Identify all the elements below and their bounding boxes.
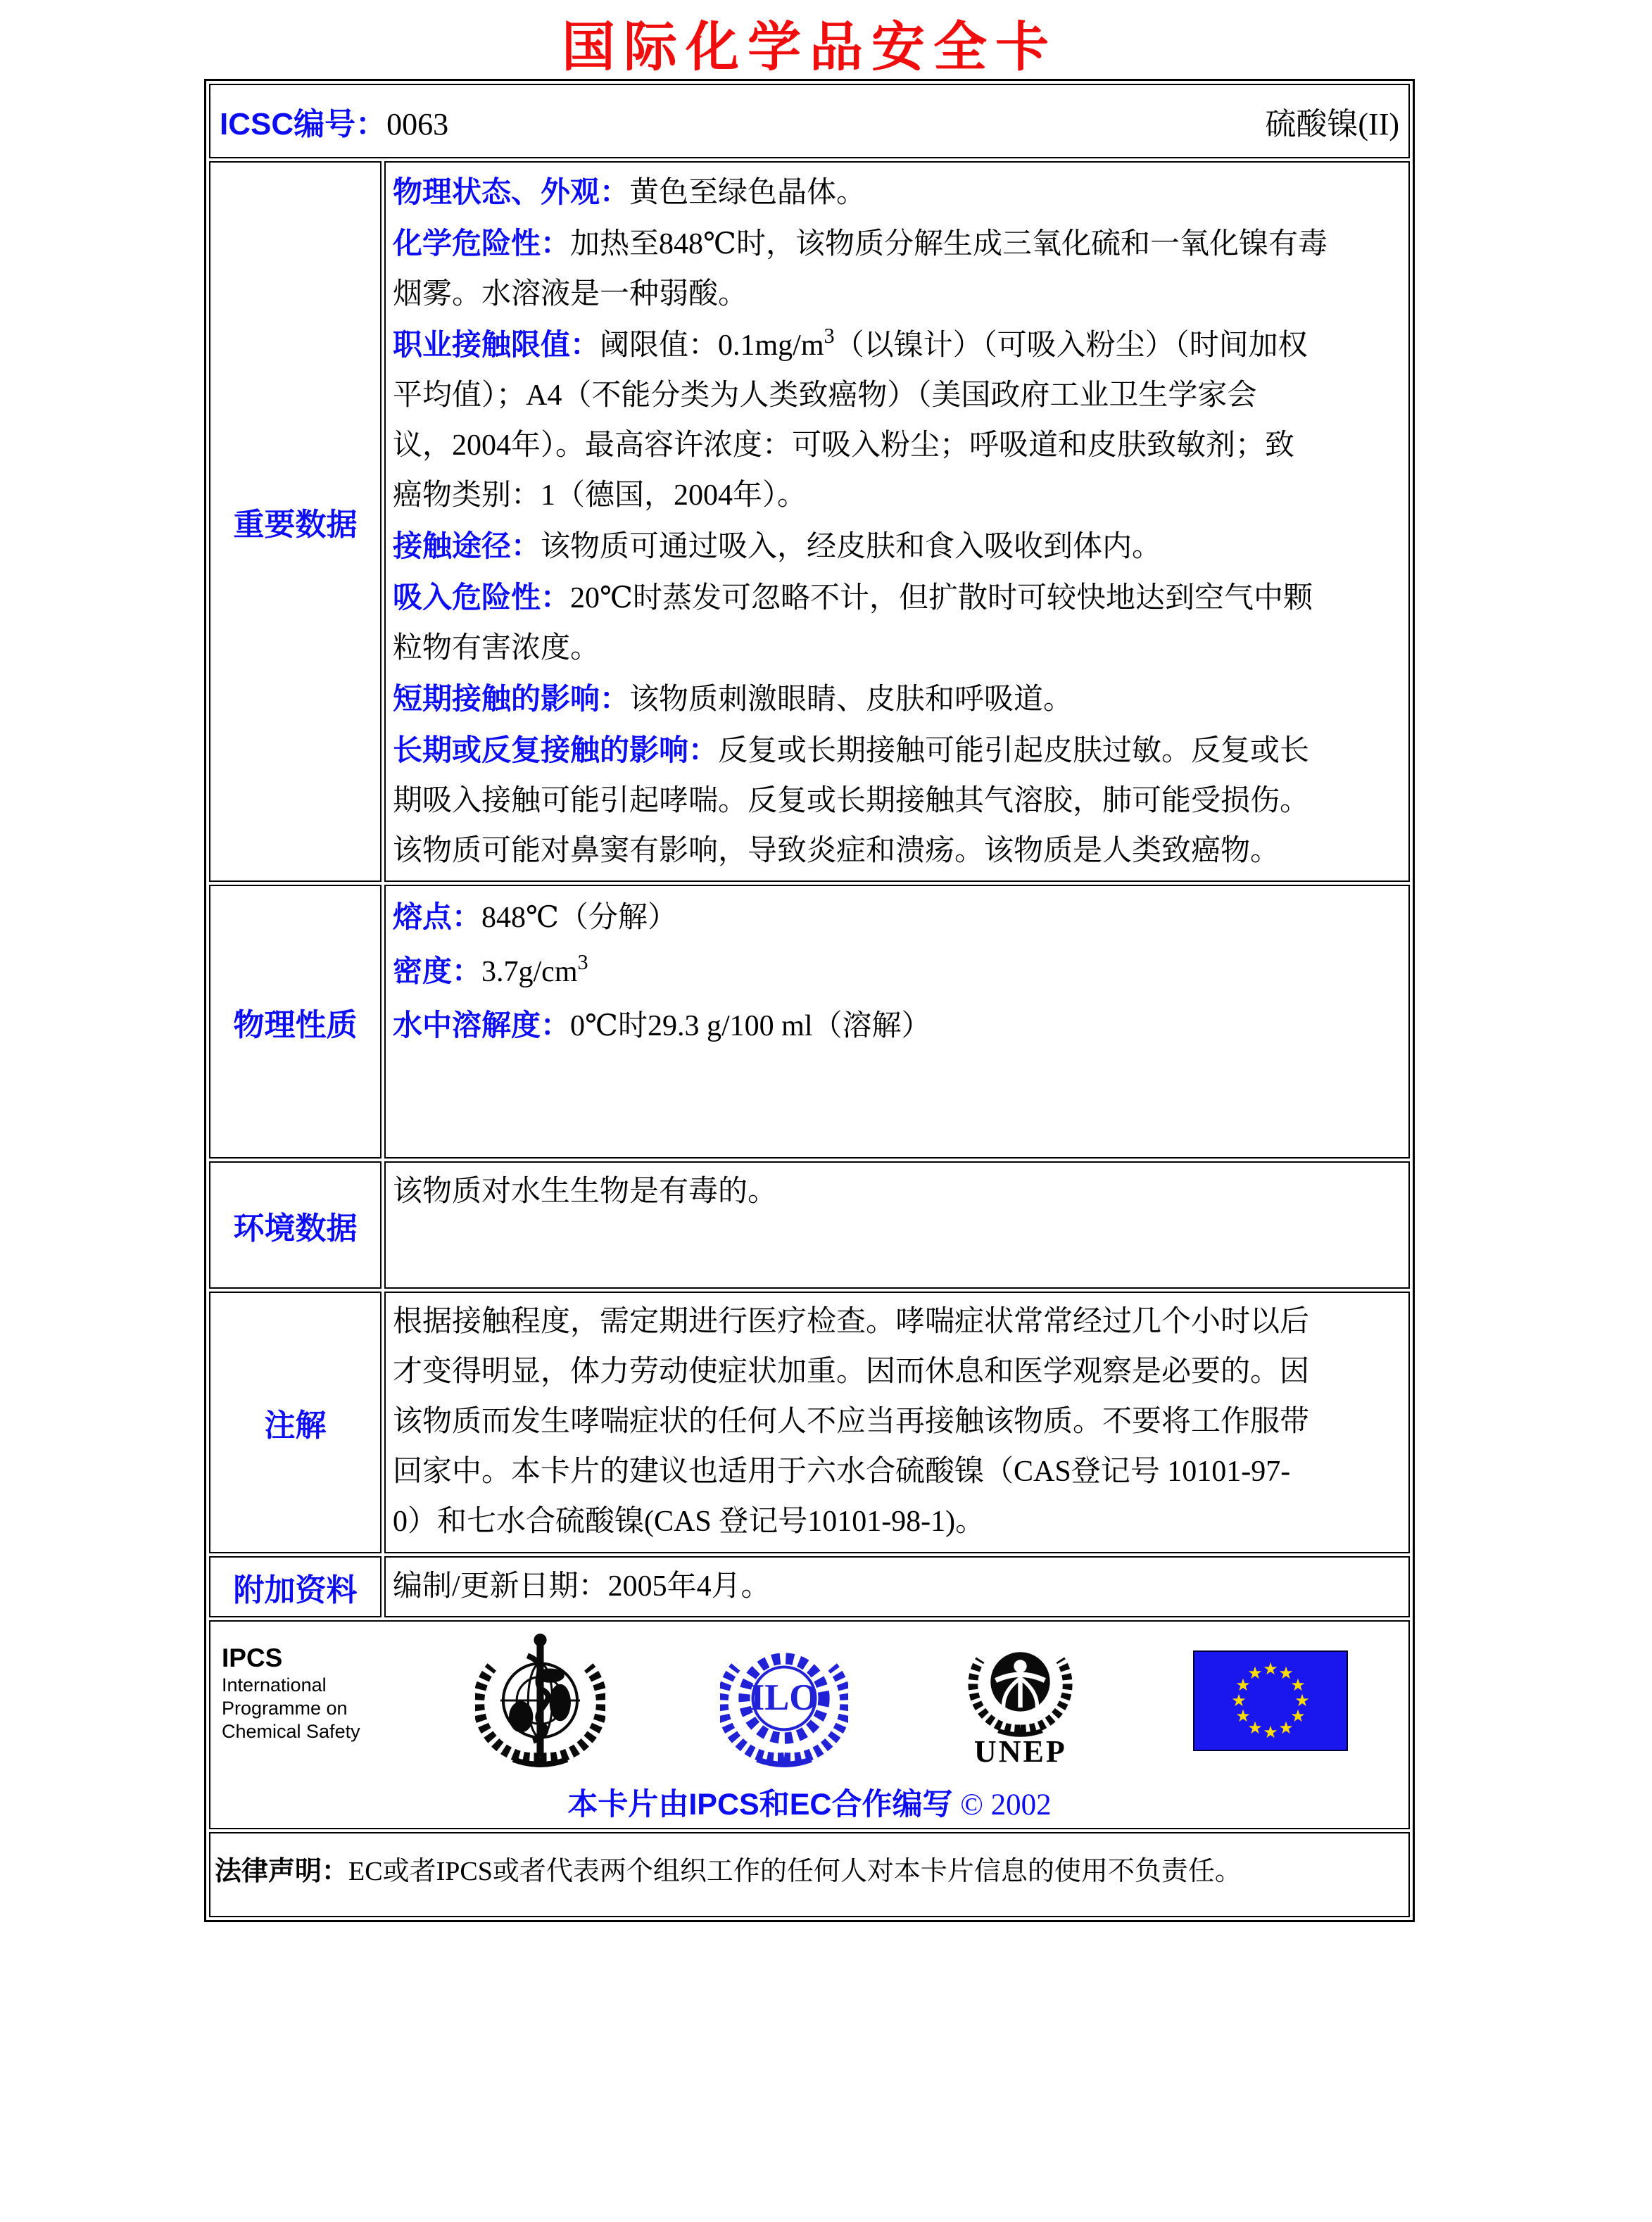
text-line: 职业接触限值：阈限值：$0.1mg/m^3$（以镍计）（可吸入粉尘）（时间加权 [393, 324, 1308, 362]
svg-text:★: ★ [1231, 1690, 1247, 1710]
text-line: 长期或反复接触的影响：反复或长期接触可能引起皮肤过敏。反复或长 [393, 733, 1310, 767]
who-logo-icon [475, 1633, 605, 1768]
environmental-data-content [384, 1161, 1410, 1289]
text-line: 该物质而发生哮喘症状的任何人不应当再接触该物质。不要将工作服带 [393, 1406, 1310, 1438]
svg-text:★: ★ [1290, 1705, 1306, 1726]
text-line: 该物质对水生生物是有毒的。 [393, 1175, 778, 1208]
ipcs-subtitle-line: Programme on [222, 1698, 348, 1719]
text-line: 熔点：848℃（分解） [393, 900, 677, 934]
icsc-card-table [204, 79, 1415, 1922]
section-label-additional-info: 附加资料 [209, 1556, 382, 1617]
notes-content [384, 1292, 1410, 1553]
svg-text:★: ★ [1294, 1690, 1310, 1710]
svg-text:★: ★ [1290, 1674, 1306, 1695]
text-line: 回家中。本卡片的建议也适用于六水合硫酸镍（CAS登记号 10101-97- [393, 1456, 1291, 1488]
unep-label: UNEP [973, 1734, 1067, 1769]
superscript: 3 [577, 950, 588, 975]
chemical-name: 硫酸镍(II) [1265, 107, 1399, 141]
footer-row [209, 1620, 1410, 1829]
text-line: 接触途径：该物质可通过吸入，经皮肤和食入吸收到体内。 [393, 529, 1162, 563]
legal-text: EC或者IPCS或者代表两个组织工作的任何人对本卡片信息的使用不负责任。 [348, 1857, 1242, 1886]
text-line: 根据接触程度，需定期进行医疗检查。哮喘症状常常经过几个小时以后 [393, 1306, 1310, 1338]
superscript: 3 [824, 324, 835, 348]
legal-label: 法律声明： [215, 1857, 349, 1886]
svg-text:★: ★ [1247, 1717, 1263, 1738]
physical-properties-content [384, 885, 1410, 1159]
page-title: 国际化学品安全卡 [562, 18, 1057, 77]
svg-text:★: ★ [1247, 1662, 1263, 1683]
section-label-notes: 注解 [209, 1292, 382, 1553]
text-line: 物理状态、外观：黄色至绿色晶体。 [393, 175, 866, 209]
text-line: 期吸入接触可能引起哮喘。反复或长期接触其气溶胶，肺可能受损伤。 [393, 785, 1310, 817]
text-line: 短期接触的影响：该物质刺激眼睛、皮肤和呼吸道。 [393, 682, 1073, 716]
svg-text:★: ★ [1235, 1705, 1251, 1726]
ipcs-subtitle-line: Chemical Safety [222, 1721, 360, 1742]
svg-text:★: ★ [1235, 1674, 1251, 1695]
text-line: 编制/更新日期：2005年4月。 [393, 1570, 771, 1603]
ipcs-subtitle-line: International [222, 1674, 327, 1696]
text-line: 吸入危险性：20℃时蒸发可忽略不计，但扩散时可较快地达到空气中颗 [393, 581, 1313, 614]
text-line: 烟雾。水溶液是一种弱酸。 [393, 278, 748, 310]
icsc-number [220, 99, 448, 144]
ipcs-text-block [222, 1630, 454, 1743]
svg-text:★: ★ [1278, 1662, 1294, 1683]
credit-text: 本卡片由IPCS和EC合作编写 [567, 1788, 953, 1822]
text-line: 0）和七水合硫酸镍(CAS 登记号10101-98-1)。 [393, 1505, 985, 1538]
svg-text:★: ★ [1263, 1722, 1278, 1742]
credit-line [222, 1781, 1397, 1824]
section-label-important-data: 重要数据 [209, 161, 382, 882]
icsc-number-label: ICSC编号： [220, 107, 387, 141]
ilo-letters: ILO [750, 1677, 818, 1719]
additional-info-content [384, 1556, 1410, 1617]
section-label-physical-properties: 物理性质 [209, 885, 382, 1159]
icsc-number-value: 0063 [386, 107, 449, 141]
eu-flag-icon [1193, 1650, 1348, 1751]
unep-logo-icon [962, 1632, 1078, 1769]
text-line: 该物质可能对鼻窦有影响，导致炎症和溃疡。该物质是人类致癌物。 [393, 835, 1280, 867]
section-label-environmental-data: 环境数据 [209, 1161, 382, 1289]
card-header-row [209, 84, 1410, 158]
text-line: 才变得明显，体力劳动使症状加重。因而休息和医学观察是必要的。因 [393, 1356, 1310, 1388]
ipcs-title: IPCS [222, 1643, 283, 1672]
text-line: 密度：$3.7g/cm^3$ [393, 950, 588, 988]
text-line: 化学危险性：加热至848℃时，该物质分解生成三氧化硫和一氧化镍有毒 [393, 227, 1328, 260]
text-line: 水中溶解度：0℃时29.3 g/100 ml（溶解） [393, 1009, 931, 1042]
text-line: 议，2004年）。最高容许浓度：可吸入粉尘；呼吸道和皮肤致敏剂；致 [393, 429, 1295, 462]
legal-row [209, 1832, 1410, 1917]
text-line: 癌物类别：1（德国，2004年）。 [393, 479, 807, 512]
svg-text:★: ★ [1263, 1658, 1278, 1679]
text-line: 粒物有害浓度。 [393, 632, 600, 664]
text-line: 平均值）；A4（不能分类为人类致癌物）（美国政府工业卫生学家会 [393, 379, 1257, 412]
important-data-content [384, 161, 1410, 882]
credit-year: © 2002 [960, 1788, 1052, 1822]
ilo-logo-icon [720, 1633, 848, 1768]
svg-text:★: ★ [1278, 1717, 1294, 1738]
